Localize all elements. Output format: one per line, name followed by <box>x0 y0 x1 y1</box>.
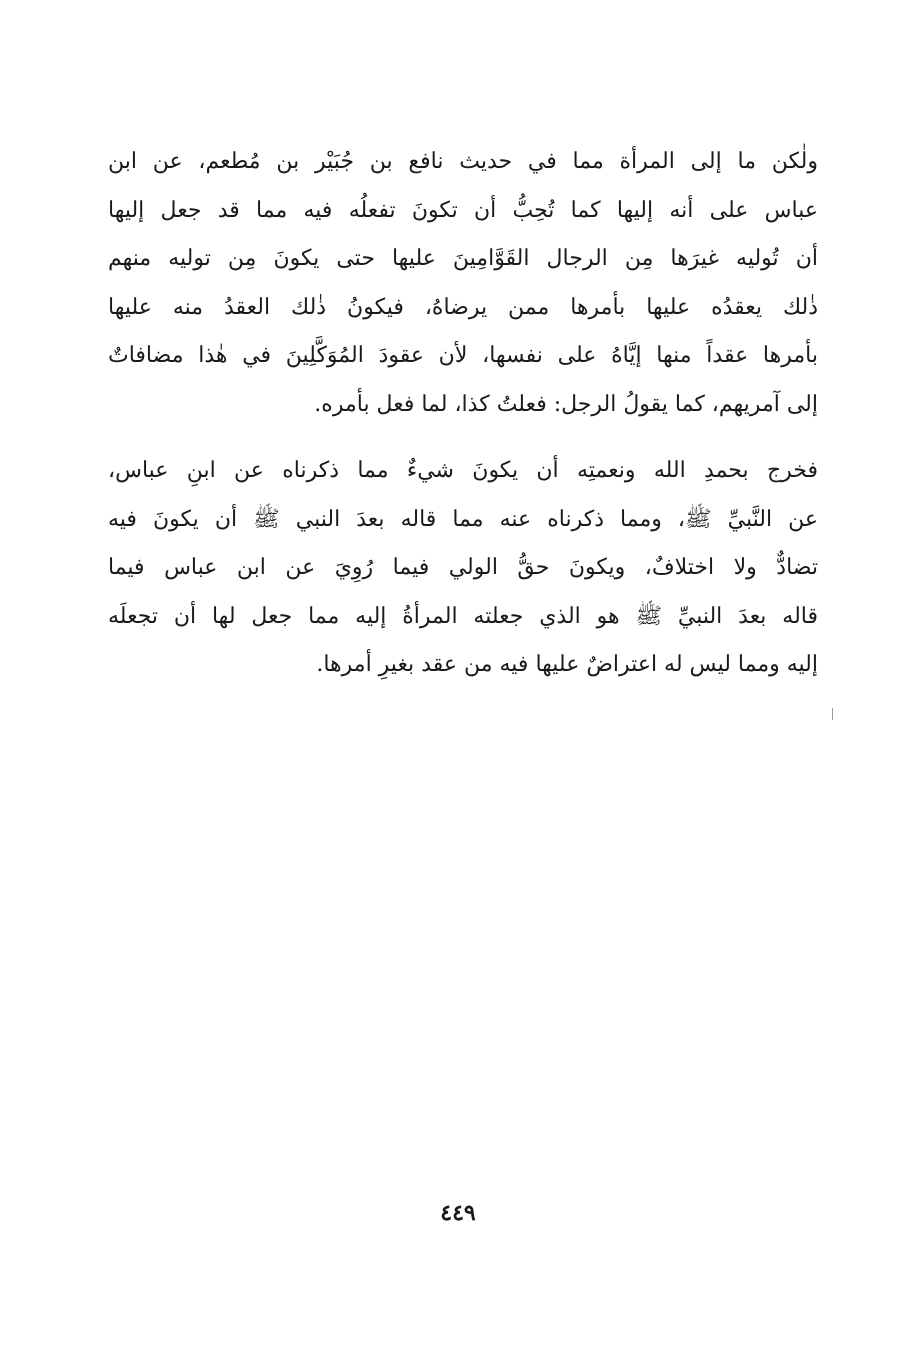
text-line: بأمرها عقداً منها إيَّاهُ على نفسها، لأن عقودَ المُوَكَّلِينَ في هٰذا مضافاتٌ <box>108 343 818 368</box>
scan-mark <box>832 708 833 720</box>
text-line: ولٰكن ما إلى المرأة مما في حديث نافع بن جُبَيْر بن مُطعم، عن ابن <box>108 149 818 174</box>
text-line: عن النَّبيِّ ﷺ، ومما ذكرناه عنه مما قاله بعدَ النبي ﷺ أن يكونَ فيه <box>108 506 818 532</box>
paragraph-2 <box>108 447 818 690</box>
text-line: ذٰلك يعقدُه عليها بأمرها ممن يرضاهُ، فيكونُ ذٰلك العقدُ منه عليها <box>108 294 818 320</box>
text-line: إلى آمريهم، كما يقولُ الرجل: فعلتُ كذا، لما فعل بأمره. <box>314 391 818 417</box>
text-line: أن تُوليه غيرَها مِن الرجال القَوَّامِينَ عليها حتى يكونَ مِن توليه منهم <box>108 246 818 271</box>
body-text <box>108 138 818 690</box>
text-line: قاله بعدَ النبيِّ ﷺ هو الذي جعلته المرأةُ إليه مما جعل لها أن تجعلَه <box>108 603 818 629</box>
paragraph-1 <box>108 138 818 429</box>
text-line: فخرج بحمدِ الله ونعمتِه أن يكونَ شيءٌ مما ذكرناه عن ابنِ عباس، <box>108 458 818 483</box>
text-line: تضادٌّ ولا اختلافٌ، ويكونَ حقُّ الولي فيما رُوِيَ عن ابن عباس فيما <box>108 555 818 580</box>
text-line: إليه ومما ليس له اعتراضٌ عليها فيه من عقد بغيرِ أمرها. <box>316 652 818 677</box>
text-line: عباس على أنه إليها كما تُحِبُّ أن تكونَ تفعلُه فيه مما قد جعل إليها <box>108 197 818 223</box>
page-number: ٤٤٩ <box>440 1200 476 1226</box>
